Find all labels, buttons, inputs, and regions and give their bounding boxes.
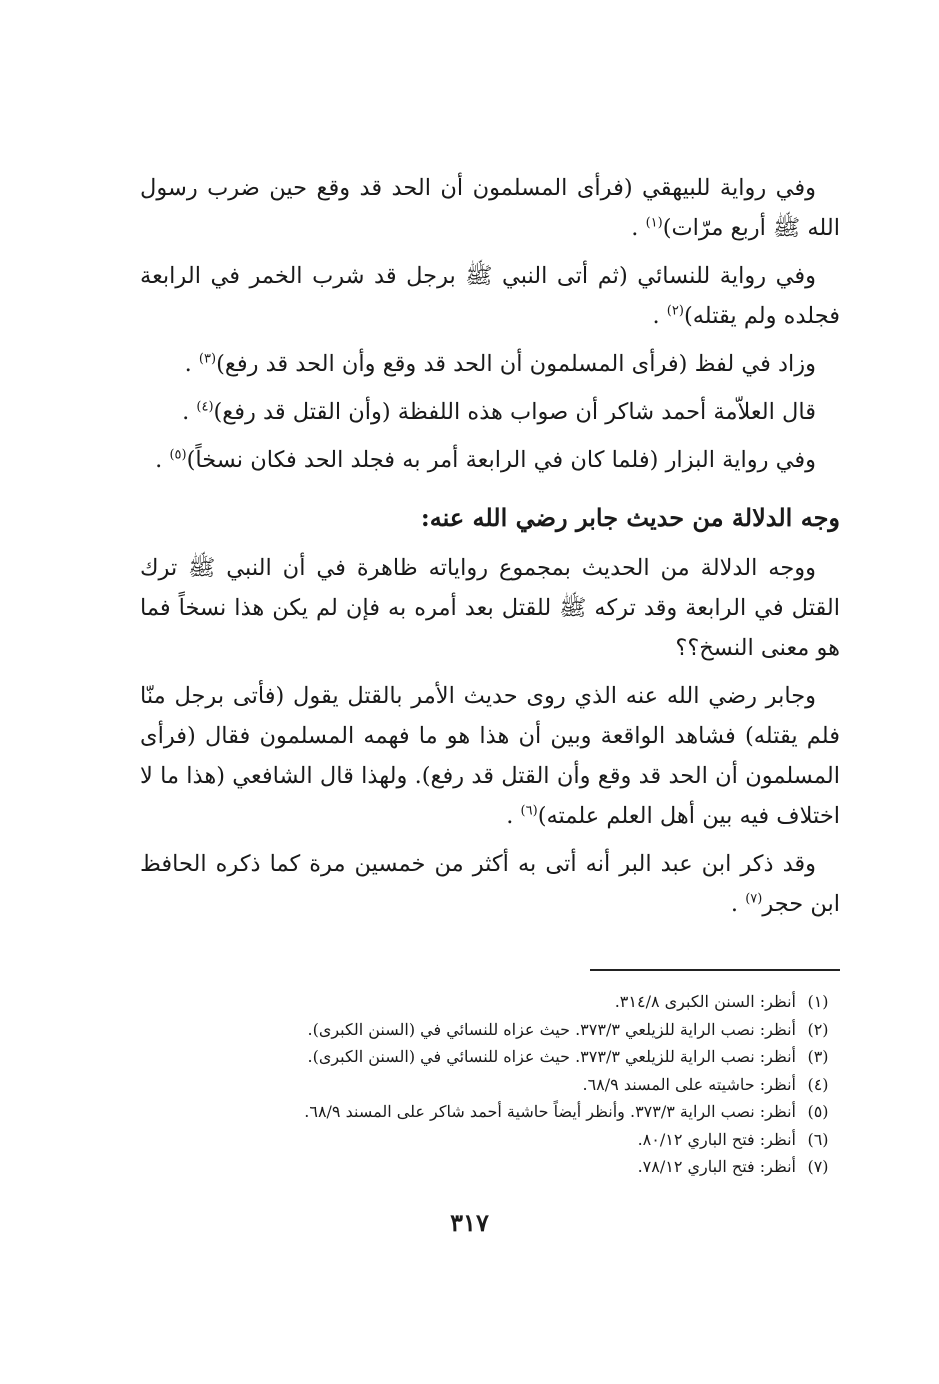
paragraph-shakir: قال العلاّمة أحمد شاكر أن صواب هذه اللفظة (وأن القتل قد رفع)$^{(٤)}$ . [182, 399, 816, 425]
footnote-number: (٣) [807, 1047, 829, 1066]
footnote-text: أنظر: حاشيته على المسند ٦٨/٩. [582, 1074, 796, 1094]
footnote-number: (٢) [807, 1019, 829, 1039]
paragraph-text: وجابر رضي الله عنه الذي روى حديث الأمر بالقتل يقول (فأتى برجل منّا فلم يقتله) فشاهد الواقعة وبين أن هذا هو ما فهمه المسلمون فقال (فرأى المسلمون أن الحد قد وقع وأن القتل قد رفع). ولهذا قال الشافعي (هذا ما لا اختلاف فيه بين أهل العلم علمته) [140, 683, 840, 829]
footnote-text: أنظر: نصب الراية للزيلعي ٣٧٣/٣. حيث عزاه للنسائي في (السنن الكبرى). [307, 1047, 796, 1066]
footnote-item [140, 1016, 840, 1044]
paragraph-ibn-abd-al-barr: وقد ذكر ابن عبد البر أنه أتى به أكثر من خمسين مرة كما ذكره الحافظ ابن حجر$^{(٧)}$ . [140, 851, 840, 917]
footnote-number: (٧) [807, 1157, 829, 1176]
section-heading: وجه الدلالة من حديث جابر رضي الله عنه: [420, 503, 840, 532]
paragraph-text: وفي رواية البزار (فلما كان في الرابعة أمر به فجلد الحد فكان نسخاً) [186, 447, 816, 473]
footnote-number: (٤) [807, 1074, 829, 1094]
footnote-item [140, 1153, 840, 1181]
paragraph-evidence [140, 548, 840, 668]
paragraph-text: ووجه الدلالة من الحديث بمجموع رواياته ظاهرة في أن النبي ﷺ ترك القتل في الرابعة وقد تركه ﷺ للقتل بعد أمره به فإن لم يكن هذا نسخاً فما هو معنى النسخ؟؟ [140, 555, 840, 661]
page-body [140, 168, 840, 932]
paragraph-bayhaqi: وفي رواية للبيهقي (فرأى المسلمون أن الحد قد وقع حين ضرب رسول الله ﷺ أربع مرّات)$^{(١)}$ . [140, 175, 840, 241]
paragraph-bazzar: وفي رواية البزار (فلما كان في الرابعة أمر به فجلد الحد فكان نسخاً)$^{(٥)}$ . [155, 447, 816, 473]
paragraph-nasai-addition: وزاد في لفظ (فرأى المسلمون أن الحد قد وقع وأن الحد قد رفع)$^{(٣)}$ . [184, 351, 816, 377]
paragraph-jabir: وجابر رضي الله عنه الذي روى حديث الأمر بالقتل يقول (فأتى برجل منّا فلم يقتله) فشاهد الواقعة وبين أن هذا هو ما فهمه المسلمون فقال (فرأى المسلمون أن الحد قد وقع وأن القتل قد رفع). ولهذا قال الشافعي (هذا ما لا اختلاف فيه بين أهل العلم علمته)$^{(٦)}$ . [140, 683, 840, 829]
footnotes [140, 988, 840, 1181]
footnote-ref[interactable]: (٧) [745, 891, 763, 907]
paragraph-text: وفي رواية للبيهقي (فرأى المسلمون أن الحد قد وقع حين ضرب رسول الله ﷺ أربع مرّات) [140, 175, 840, 241]
footnote-item [140, 1043, 840, 1071]
footnote-number: (٥) [807, 1102, 829, 1121]
footnote-number: (٦) [807, 1129, 829, 1149]
footnote-separator [590, 969, 840, 971]
footnote-ref[interactable]: (٤) [196, 399, 214, 415]
footnote-ref[interactable]: (١) [645, 215, 663, 231]
footnote-item [140, 1098, 840, 1126]
footnote-text: أنظر: فتح الباري ٨٠/١٢. [637, 1129, 796, 1149]
footnote-text: أنظر: فتح الباري ٧٨/١٢. [637, 1157, 796, 1176]
footnote-ref[interactable]: (٥) [169, 447, 187, 463]
footnote-item [140, 1126, 840, 1154]
paragraph-nasai: وفي رواية للنسائي (ثم أتى النبي ﷺ برجل قد شرب الخمر في الرابعة فجلده ولم يقتله)$^{(٢)}$ . [140, 263, 840, 329]
footnote-ref[interactable]: (٦) [520, 803, 538, 819]
paragraph-text: قال العلاّمة أحمد شاكر أن صواب هذه اللفظة (وأن القتل قد رفع) [213, 399, 816, 425]
footnote-ref[interactable]: (٢) [666, 303, 684, 319]
paragraph-text: وزاد في لفظ (فرأى المسلمون أن الحد قد وقع وأن الحد قد رفع) [216, 351, 816, 377]
footnote-number: (١) [807, 992, 829, 1011]
footnote-item [140, 988, 840, 1016]
footnote-item [140, 1071, 840, 1099]
paragraph-text: وقد ذكر ابن عبد البر أنه أتى به أكثر من خمسين مرة كما ذكره الحافظ ابن حجر [140, 851, 840, 917]
footnote-ref[interactable]: (٣) [198, 351, 217, 367]
footnote-text: أنظر: نصب الراية ٣٧٣/٣. وأنظر أيضاً حاشية أحمد شاكر على المسند ٦٨/٩. [304, 1102, 796, 1121]
footnote-text: أنظر: السنن الكبرى ٣١٤/٨. [614, 992, 796, 1011]
footnote-text: أنظر: نصب الراية للزيلعي ٣٧٣/٣. حيث عزاه للنسائي في (السنن الكبرى). [307, 1019, 796, 1039]
paragraph-text: وفي رواية للنسائي (ثم أتى النبي ﷺ برجل قد شرب الخمر في الرابعة فجلده ولم يقتله) [140, 263, 840, 329]
page-number: ٣١٧ [450, 1208, 489, 1237]
